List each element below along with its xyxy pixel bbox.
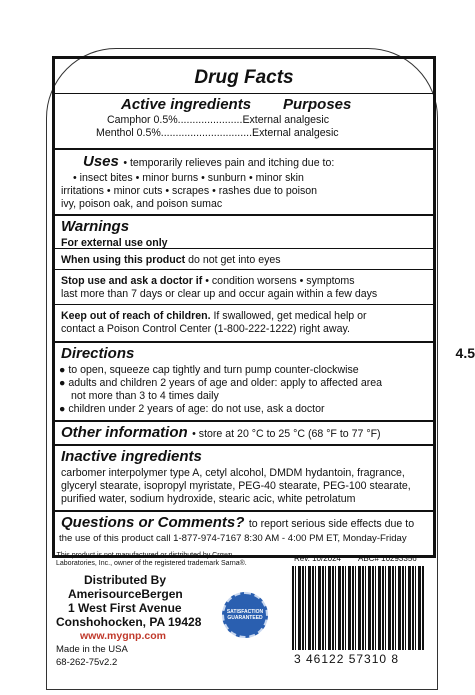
questions-line-1: Questions or Comments? to report serious side effects due to bbox=[61, 514, 415, 531]
directions-header: Directions bbox=[61, 345, 135, 362]
active-ingredients-header: Active ingredients bbox=[121, 96, 252, 113]
active-section bbox=[55, 93, 433, 139]
keep-out-line-2: contact a Poison Control Center (1-800-222-1222) right away. bbox=[61, 323, 350, 335]
address-line-2: Conshohocken, PA 19428 bbox=[56, 615, 202, 629]
other-info-line: Other information • store at 20 °C to 25 °C (68 °F to 77 °F) bbox=[61, 424, 381, 441]
disclaimer-line-2: Laboratories, Inc., owner of the registered trademark Sarna®. bbox=[56, 560, 247, 567]
inactive-line-2: glyceryl stearate, isopropyl myristate, PEG-40 stearate, PEG-100 stearate, bbox=[61, 480, 411, 492]
stop-use-line-1: Stop use and ask a doctor if • condition worsens • symptoms bbox=[61, 275, 355, 287]
website-link[interactable]: www.mygnp.com bbox=[80, 630, 166, 642]
uses-section bbox=[55, 148, 433, 210]
uses-line-2: • insect bites • minor burns • sunburn • minor skin bbox=[73, 172, 304, 184]
stop-use-line-2: last more than 7 days or clear up and occur again within a few days bbox=[61, 288, 378, 300]
company-name: AmerisourceBergen bbox=[68, 587, 183, 601]
upc-digits: 3 46122 57310 8 bbox=[294, 652, 400, 666]
when-using-line: When using this product do not get into eyes bbox=[61, 254, 281, 266]
other-info-section bbox=[55, 420, 433, 441]
inactive-header: Inactive ingredients bbox=[61, 448, 202, 465]
drug-facts-title: Drug Facts bbox=[194, 67, 294, 88]
directions-item-continued: not more than 3 to 4 times daily bbox=[71, 390, 219, 402]
purposes-header: Purposes bbox=[283, 96, 352, 113]
barcode bbox=[292, 566, 424, 650]
satisfaction-seal-icon: SATISFACTION GUARANTEED bbox=[222, 592, 268, 638]
uses-line-3: irritations • minor cuts • scrapes • rashes due to poison bbox=[61, 185, 318, 197]
drug-facts-panel bbox=[52, 56, 436, 558]
ingredient-row: Menthol 0.5%...............................External analgesic bbox=[96, 127, 339, 139]
warnings-header: Warnings bbox=[61, 218, 130, 235]
inactive-section bbox=[55, 444, 433, 505]
warnings-section bbox=[55, 214, 433, 249]
directions-item: ● children under 2 years of age: do not use, ask a doctor bbox=[59, 403, 325, 415]
ingredient-row: Camphor 0.5%......................External analgesic bbox=[107, 114, 330, 126]
keep-out-line-1: Keep out of reach of children. If swallowed, get medical help or bbox=[61, 310, 367, 322]
address-line-1: 1 West First Avenue bbox=[68, 601, 182, 615]
questions-line-2: the use of this product call 1-877-974-7167 8:30 AM - 4:00 PM ET, Monday-Friday bbox=[59, 533, 407, 544]
disclaimer-line-1: * This product is not manufactured or distributed by Crown bbox=[52, 552, 233, 559]
abc-number: ABC# 10293356 bbox=[358, 554, 417, 563]
questions-section bbox=[55, 510, 433, 544]
product-code: 68-262-75v2.2 bbox=[56, 657, 118, 668]
stop-use-section bbox=[55, 269, 433, 300]
keep-out-section bbox=[55, 304, 433, 335]
external-use-text: For external use only bbox=[61, 237, 168, 249]
uses-line-4: ivy, poison oak, and poison sumac bbox=[61, 198, 223, 210]
directions-section bbox=[55, 341, 433, 415]
directions-item: ● adults and children 2 years of age and older: apply to affected area bbox=[59, 377, 383, 389]
revision-text: Rev. 10/2024 bbox=[294, 554, 341, 563]
when-using-section bbox=[55, 248, 433, 266]
made-in: Made in the USA bbox=[56, 644, 128, 655]
side-panel-text: 4.5 bbox=[455, 345, 475, 361]
directions-item: ● to open, squeeze cap tightly and turn pump counter-clockwise bbox=[59, 364, 359, 376]
uses-line-1: Uses • temporarily relieves pain and itching due to: bbox=[83, 153, 335, 170]
inactive-line-3: purified water, sodium hydroxide, stearic acic, white petrolatum bbox=[61, 493, 356, 505]
inactive-line-1: carbomer interpolymer type A, cetyl alcohol, DMDM hydantoin, fragrance, bbox=[61, 467, 405, 479]
distributed-by: Distributed By bbox=[84, 573, 167, 587]
